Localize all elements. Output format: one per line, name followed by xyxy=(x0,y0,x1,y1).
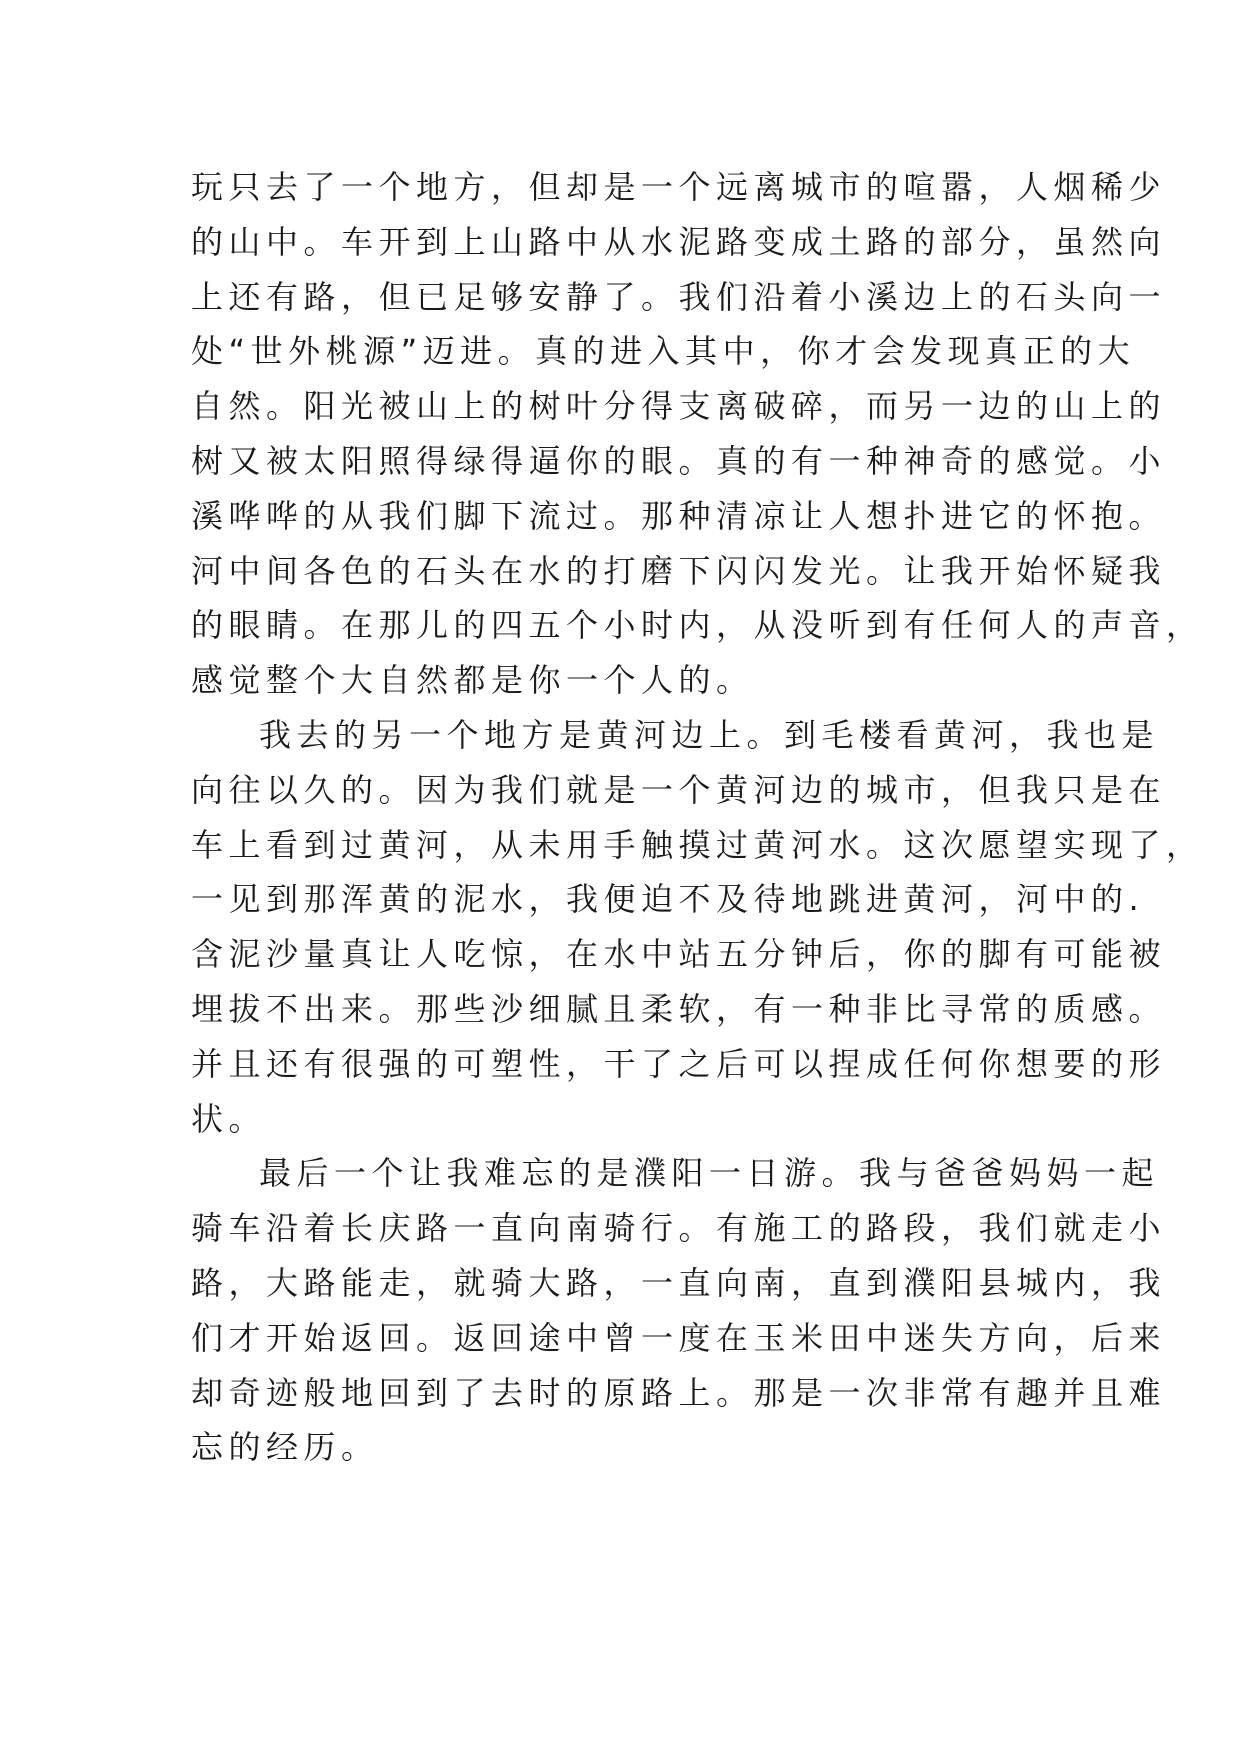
text-line-17: 并且还有很强的可塑性，干了之后可以捏成任何你想要的形 xyxy=(191,1044,1167,1083)
text-line-24: 忘的经历。 xyxy=(191,1428,379,1467)
text-line-10: 感觉整个大自然都是你一个人的。 xyxy=(191,661,754,700)
text-line-7: 溪哗哗的从我们脚下流过。那种清凉让人想扑进它的怀抱。 xyxy=(191,496,1167,535)
text-line-21: 路，大路能走，就骑大路，一直向南，直到濮阳县城内，我 xyxy=(191,1263,1167,1302)
text-line-4: 处“世外桃源”迈进。真的进入其中，你才会发现真正的大 xyxy=(191,332,1136,371)
text-line-2: 的山中。车开到上山路中从水泥路变成土路的部分，虽然向 xyxy=(191,222,1167,261)
text-line-9: 的眼睛。在那儿的四五个小时内，从没听到有任何人的声音， xyxy=(191,606,1204,645)
text-line-1: 玩只去了一个地方，但却是一个远离城市的喧嚣，人烟稀少 xyxy=(191,168,1167,206)
text-line-22: 们才开始返回。返回途中曾一度在玉米田中迷失方向，后来 xyxy=(191,1318,1167,1357)
text-line-8: 河中间各色的石头在水的打磨下闪闪发光。让我开始怀疑我 xyxy=(191,551,1167,590)
text-line-11: 我去的另一个地方是黄河边上。到毛楼看黄河，我也是 xyxy=(259,715,1160,754)
body-text xyxy=(191,160,1204,1475)
text-line-15: 含泥沙量真让人吃惊，在水中站五分钟后，你的脚有可能被 xyxy=(191,935,1167,974)
text-line-23: 却奇迹般地回到了去时的原路上。那是一次非常有趣并且难 xyxy=(191,1373,1167,1412)
text-line-18: 状。 xyxy=(191,1099,267,1138)
text-line-13: 车上看到过黄河，从未用手触摸过黄河水。这次愿望实现了， xyxy=(191,825,1204,864)
text-line-20: 骑车沿着长庆路一直向南骑行。有施工的路段，我们就走小 xyxy=(191,1209,1167,1248)
text-line-12: 向往以久的。因为我们就是一个黄河边的城市，但我只是在 xyxy=(191,770,1167,809)
text-line-3: 上还有路，但已足够安静了。我们沿着小溪边上的石头向一 xyxy=(191,277,1167,316)
text-line-5: 自然。阳光被山上的树叶分得支离破碎，而另一边的山上的 xyxy=(191,387,1167,426)
text-line-19: 最后一个让我难忘的是濮阳一日游。我与爸爸妈妈一起 xyxy=(259,1154,1160,1193)
text-line-14: 一见到那浑黄的泥水，我便迫不及待地跳进黄河，河中的. xyxy=(191,880,1145,919)
text-line-6: 树又被太阳照得绿得逼你的眼。真的有一种神奇的感觉。小 xyxy=(191,441,1167,480)
text-line-16: 埋拔不出来。那些沙细腻且柔软，有一种非比寻常的质感。 xyxy=(191,989,1167,1028)
